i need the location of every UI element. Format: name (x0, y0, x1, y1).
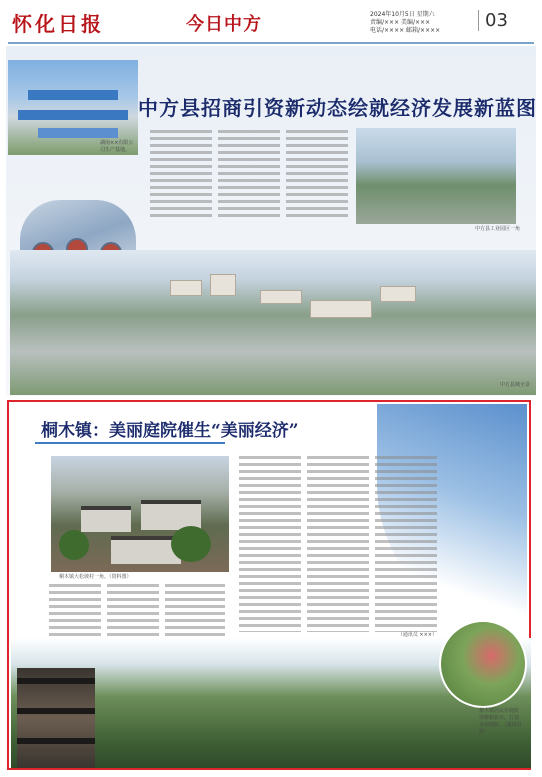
feature-text-column (165, 584, 225, 636)
factory-roof (28, 90, 118, 100)
factory-roof (18, 110, 128, 120)
village-photo-caption: 桐木镇大松坡村一角。（资料图） (59, 574, 132, 580)
building-roof (17, 738, 95, 744)
feature-text-column (107, 584, 159, 636)
feature-text-column (49, 584, 101, 636)
masthead-divider (8, 42, 534, 44)
factory-caption: 湖南××有限公司生产基地。 (100, 140, 134, 153)
building-roof (17, 678, 95, 684)
section-title: 今日中方 (186, 14, 262, 35)
building (310, 300, 372, 318)
circle-photo-caption: 桐木镇居民在庭院里种植花卉，打造美丽庭院。（通讯员 摄） (479, 708, 522, 735)
factory-roof (38, 128, 118, 138)
info-line: 责编/××× 美编/××× (370, 19, 431, 26)
feature-headline: 桐木镇：美丽庭院催生“美丽经济” (41, 421, 299, 441)
article-text-column (150, 130, 212, 218)
masthead-info (370, 11, 470, 35)
feature-text-column (239, 456, 301, 632)
tree (171, 526, 211, 562)
town-caption: 中方县工业园区一角 (474, 226, 520, 232)
house (81, 506, 131, 532)
feature-text-column (375, 456, 437, 632)
article-text-column (218, 130, 280, 218)
page-number: 03 (478, 10, 508, 31)
village-photo (51, 456, 229, 572)
feature-story-box[interactable] (7, 400, 531, 770)
masthead (0, 0, 542, 44)
headline-underline (35, 442, 225, 444)
top-story-headline: 中方县招商引资新动态绘就经济发展新蓝图 (138, 96, 537, 120)
industrial-park-photo (356, 128, 516, 224)
building-roof (17, 708, 95, 714)
aerial-caption: 中方县城全景 (499, 382, 530, 388)
newspaper-title: 怀化日报 (12, 12, 104, 36)
building (380, 286, 416, 302)
garden-circle-photo (439, 620, 527, 708)
info-line: 电话/×××× 邮箱/×××× (370, 27, 441, 34)
building (210, 274, 236, 296)
byline: （通讯员 ×××） (397, 632, 437, 638)
date-line: 2024年10月5日 星期六 (370, 11, 435, 18)
building (170, 280, 202, 296)
city-aerial-photo (10, 250, 536, 395)
article-text-column (286, 130, 348, 218)
feature-text-column (307, 456, 369, 632)
building (260, 290, 302, 304)
wooden-building (17, 668, 95, 768)
tree (59, 530, 89, 560)
